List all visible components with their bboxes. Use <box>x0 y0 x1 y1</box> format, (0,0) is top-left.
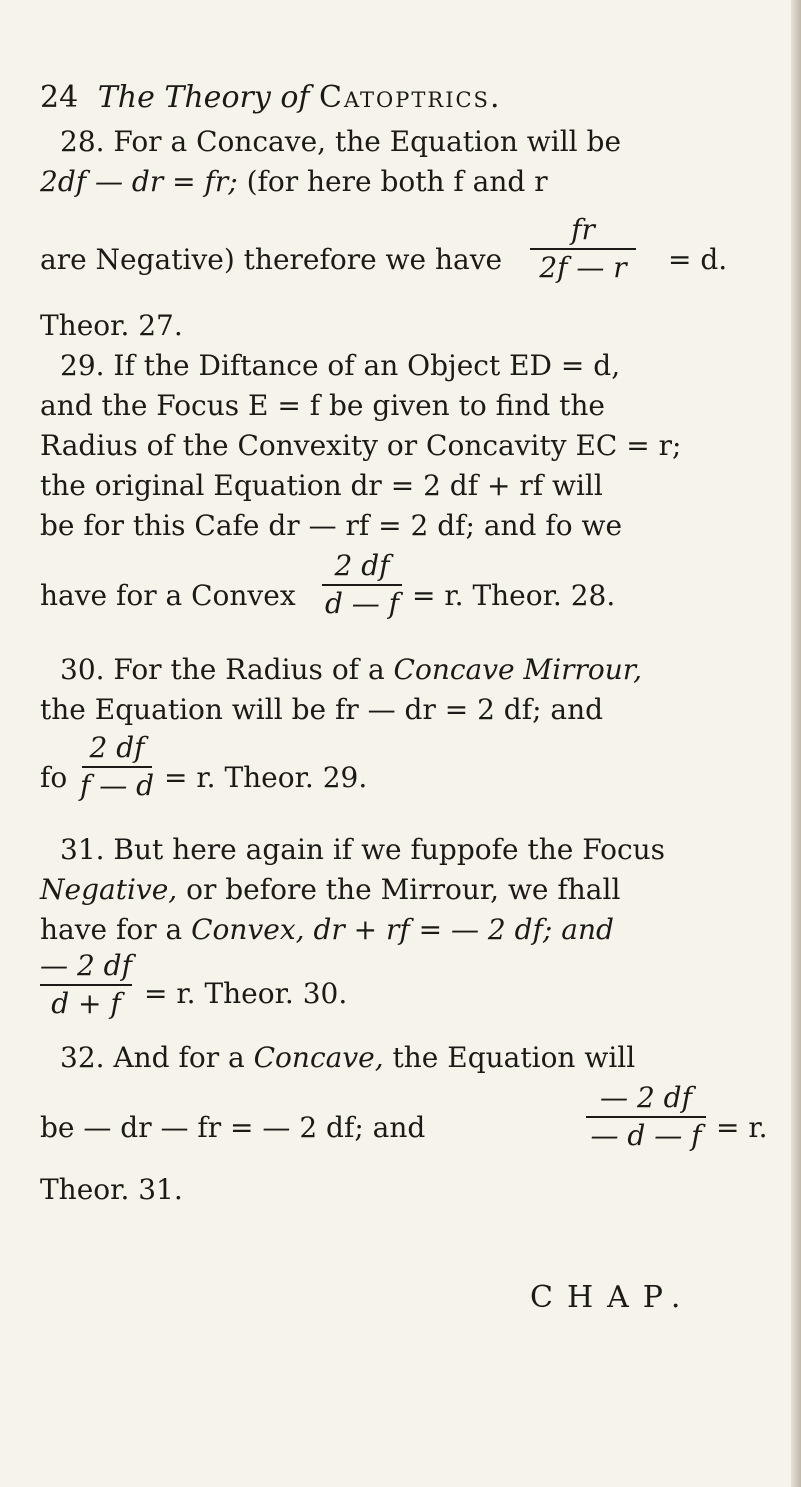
fraction-numerator: 2 df <box>334 549 390 582</box>
art31-line3 <box>40 912 614 948</box>
fraction-bar <box>586 1116 706 1118</box>
art32-line1-post: the Equation will <box>392 1041 636 1074</box>
art28-equation: 2df — dr = fr; <box>40 165 238 198</box>
art32-line2-post: = r. <box>716 1111 768 1144</box>
art28-line2 <box>40 164 548 200</box>
page-edge <box>791 0 801 1487</box>
art32-theorem: Theor. 31. <box>40 1173 183 1206</box>
art28-line1: 28. For a Concave, the Equation will be <box>60 125 622 158</box>
art31-line4-post: = r. Theor. 30. <box>144 977 348 1010</box>
art28-line3-post: = d. <box>668 243 728 276</box>
fraction-denominator: 2f — r <box>539 251 627 284</box>
fraction-denominator: d + f <box>51 987 121 1020</box>
art31-line1: 31. But here again if we fuppofe the Focus <box>60 833 666 866</box>
art32-line1 <box>60 1040 635 1076</box>
art29-line2: and the Focus E = f be given to find the <box>40 389 606 422</box>
art31-line3-italic: Convex, <box>191 913 305 946</box>
fraction-bar <box>82 766 152 768</box>
fraction-denominator: — d — f <box>590 1119 702 1152</box>
art30-line1-text: 30. For the Radius of a <box>60 653 385 686</box>
art31-line2-italic: Negative, <box>40 873 178 906</box>
art30-line3-post: = r. Theor. 29. <box>164 761 368 794</box>
art29-line3: Radius of the Convexity or Concavity EC = r; <box>40 429 682 462</box>
art29-fraction <box>322 550 402 620</box>
art32-fraction <box>586 1082 706 1152</box>
fraction-numerator: — 2 df <box>40 949 132 982</box>
art32-line1-pre: 32. And for a <box>60 1041 245 1074</box>
art29-line4: the original Equation dr = 2 df + rf will <box>40 469 603 502</box>
art31-line3-pre: have for a <box>40 913 183 946</box>
art30-line1 <box>60 652 642 688</box>
catchword: CHAP. <box>530 1280 695 1315</box>
art30-line1-italic: Concave Mirrour, <box>393 653 643 686</box>
fraction-bar <box>322 584 402 586</box>
page-number: 24 <box>40 80 79 115</box>
art29-line6-post: = r. Theor. 28. <box>412 579 616 612</box>
fraction-bar <box>530 248 636 250</box>
art30-fraction <box>79 731 155 802</box>
art29-line5: be for this Cafe dr — rf = 2 df; and fo we <box>40 509 623 542</box>
art30-line2: the Equation will be fr — dr = 2 df; and <box>40 693 604 726</box>
art31-line2-text: or before the Mirrour, we fhall <box>186 873 621 906</box>
fraction-denominator: f — d <box>79 769 155 802</box>
fraction-numerator: fr <box>571 213 595 246</box>
header-title-caps: Catoptrics. <box>319 80 502 115</box>
art28-theorem: Theor. 27. <box>40 309 183 342</box>
art29-line1: 29. If the Diftance of an Object ED = d, <box>60 349 621 382</box>
art32-line1-italic: Concave, <box>253 1041 384 1074</box>
art31-line2 <box>40 872 620 908</box>
art28-line3-pre: are Negative) therefore we have <box>40 243 503 276</box>
art31-line3-equation: dr + rf = — 2 df; and <box>313 913 614 946</box>
fraction-numerator: 2 df <box>89 731 145 764</box>
fraction-bar <box>40 984 132 986</box>
running-header <box>40 80 501 116</box>
fraction-denominator: d — f <box>324 587 400 620</box>
art29-line6-pre: have for a Convex <box>40 579 296 612</box>
art32-line2-pre: be — dr — fr = — 2 df; and <box>40 1111 426 1144</box>
fraction-numerator: — 2 df <box>600 1081 692 1114</box>
art30-line3-pre: fo <box>40 761 68 794</box>
art28-note: (for here both f and r <box>246 165 548 198</box>
header-title-italic: The Theory of <box>97 80 310 115</box>
art28-fraction <box>530 214 636 284</box>
art31-fraction <box>40 950 132 1020</box>
